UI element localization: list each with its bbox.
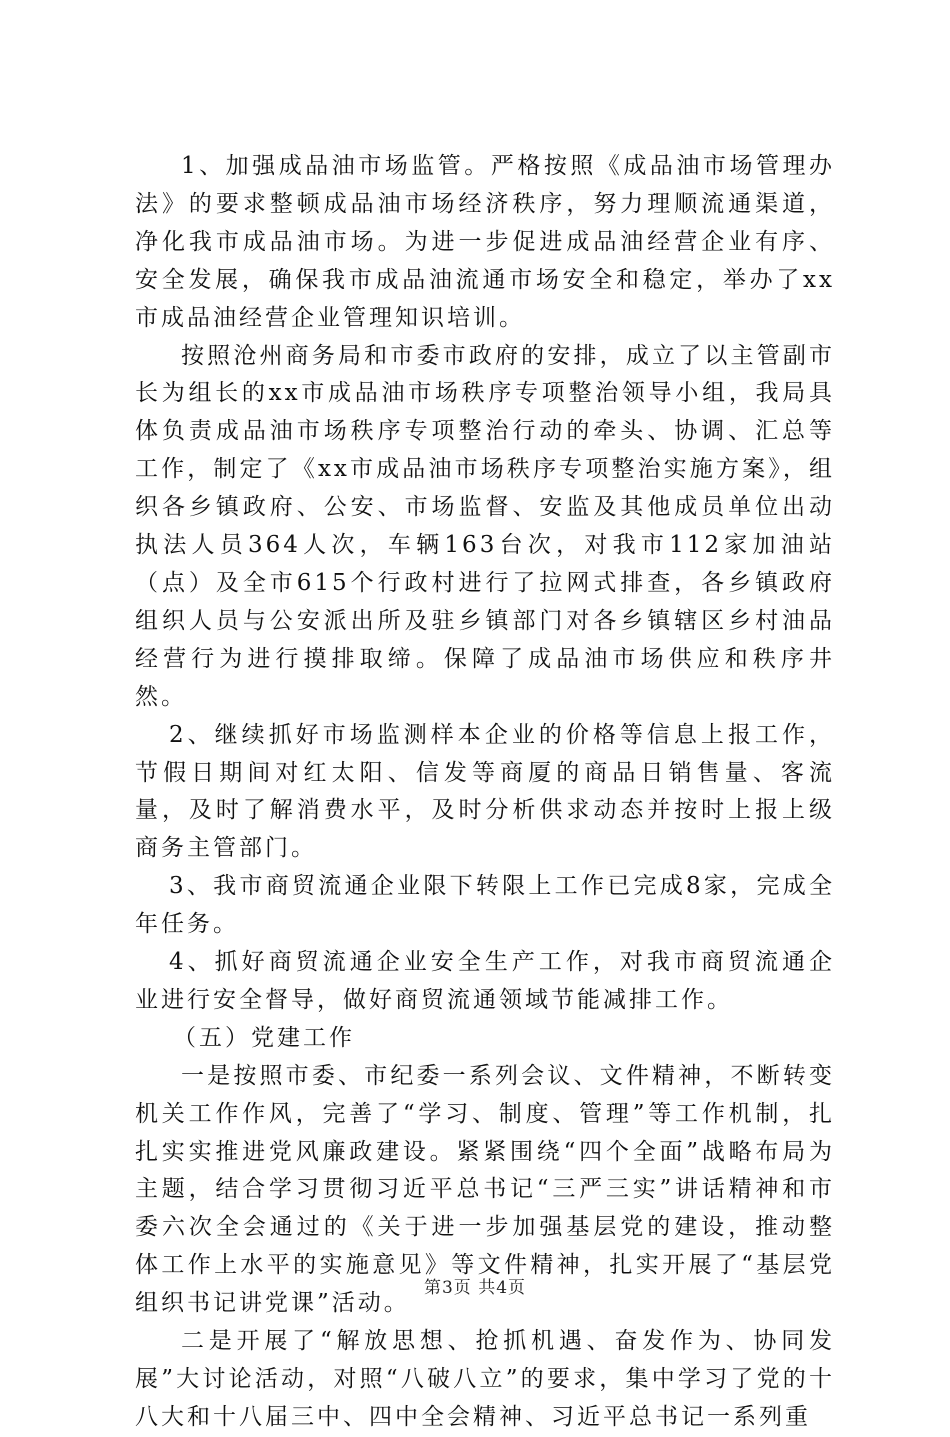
- document-body: [135, 148, 835, 1437]
- paragraph-enterprise-upgrade: 3、我市商贸流通企业限下转限上工作已完成8家，完成全年任务。: [135, 873, 835, 938]
- paragraph-party-building-first: 一是按照市委、市纪委一系列会议、文件精神，不断转变机关工作作风，完善了“学习、制度、管理”等工作机制，扎扎实实推进党风廉政建设。紧紧围绕“四个全面”战略布局为主题，结合学习贯彻习近平总书记“三严三实”讲话精神和市委六次全会通过的《关于进一步加强基层党的建设，推动整体工作上水平的实施意见》等文件精神，扎实开展了“基层党组织书记讲党课”活动。: [135, 1062, 835, 1317]
- section-heading-party-building: （五）党建工作: [173, 1024, 355, 1051]
- page-number-footer: 第3页 共4页: [423, 1278, 527, 1298]
- paragraph-safety-production: 4、抓好商贸流通企业安全生产工作，对我市商贸流通企业进行安全督导，做好商贸流通领域节能减排工作。: [135, 949, 835, 1013]
- paragraph-rectification-campaign: 按照沧州商务局和市委市政府的安排，成立了以主管副市长为组长的xx市成品油市场秩序专项整治领导小组，我局具体负责成品油市场秩序专项整治行动的牵头、协调、汇总等工作，制定了《xx市成品油市场秩序专项整治实施方案》，组织各乡镇政府、公安、市场监督、安监及其他成员单位出动执法人员364人次，车辆163台次，对我市112家加油站（点）及全市615个行政村进行了拉网式排查，各乡镇政府组织人员与公安派出所及驻乡镇部门对各乡镇辖区乡村油品经营行为进行摸排取缔。保障了成品油市场供应和秩序井然。: [135, 342, 835, 710]
- paragraph-party-building-second: 二是开展了“解放思想、抢抓机遇、奋发作为、协同发展”大讨论活动，对照“八破八立”的要求，集中学习了党的十八大和十八届三中、四中全会精神、习近平总书记一系列重: [135, 1328, 835, 1430]
- paragraph-market-monitoring: 2、继续抓好市场监测样本企业的价格等信息上报工作，节假日期间对红太阳、信发等商厦的商品日销售量、客流量，及时了解消费水平，及时分析供求动态并按时上报上级商务主管部门。: [135, 721, 835, 862]
- paragraph-oil-market-supervision: 1、加强成品油市场监管。严格按照《成品油市场管理办法》的要求整顿成品油市场经济秩序，努力理顺流通渠道，净化我市成品油市场。为进一步促进成品油经营企业有序、安全发展，确保我市成品油流通市场安全和稳定，举办了xx市成品油经营企业管理知识培训。: [135, 153, 835, 331]
